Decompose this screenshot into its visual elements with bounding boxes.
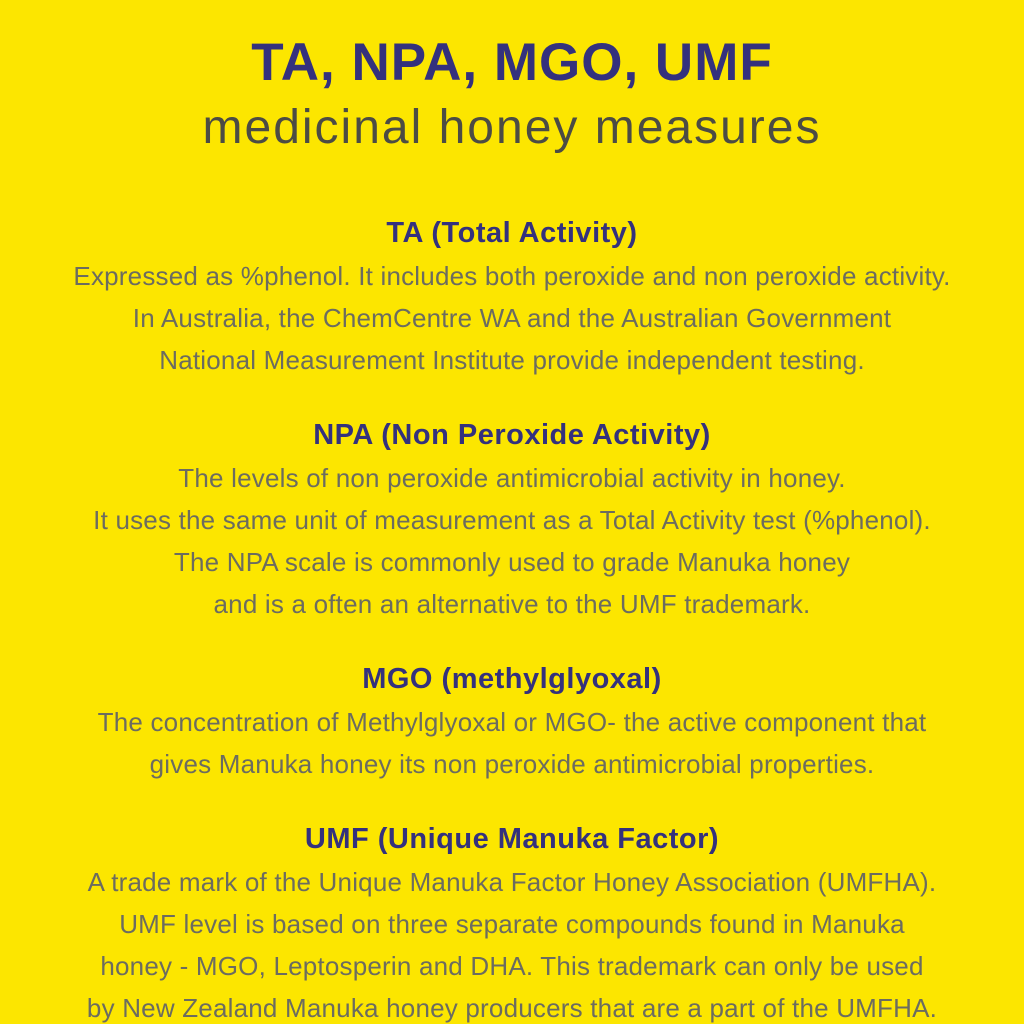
body-line: The concentration of Methylglyoxal or MGO- the active component that	[97, 707, 927, 738]
body-line: National Measurement Institute provide independent testing.	[159, 345, 865, 376]
body-line: It uses the same unit of measurement as a Total Activity test (%phenol).	[93, 505, 931, 536]
body-line: gives Manuka honey its non peroxide antimicrobial properties.	[149, 749, 875, 780]
section-heading-npa: NPA (Non Peroxide Activity)	[313, 419, 711, 452]
body-line: by New Zealand Manuka honey producers that are a part of the UMFHA.	[86, 993, 938, 1024]
section-umf	[22, 823, 1002, 1024]
page-title: TA, NPA, MGO, UMF	[251, 33, 773, 92]
body-line: In Australia, the ChemCentre WA and the Australian Government	[132, 303, 892, 334]
body-line: Expressed as %phenol. It includes both peroxide and non peroxide activity.	[73, 261, 951, 292]
section-heading-ta: TA (Total Activity)	[386, 217, 638, 250]
page-subtitle: medicinal honey measures	[202, 101, 822, 155]
body-line: and is a often an alternative to the UMF trademark.	[213, 589, 811, 620]
body-line: A trade mark of the Unique Manuka Factor Honey Association (UMFHA).	[87, 867, 937, 898]
section-heading-mgo: MGO (methylglyoxal)	[362, 663, 662, 696]
body-line: The NPA scale is commonly used to grade Manuka honey	[173, 547, 851, 578]
body-line: The levels of non peroxide antimicrobial activity in honey.	[178, 463, 846, 494]
body-line: UMF level is based on three separate compounds found in Manuka	[119, 909, 905, 940]
section-heading-umf: UMF (Unique Manuka Factor)	[304, 823, 720, 856]
section-npa	[22, 419, 1002, 625]
section-ta	[22, 217, 1002, 381]
body-line: honey - MGO, Leptosperin and DHA. This trademark can only be used	[100, 951, 924, 982]
section-mgo	[22, 663, 1002, 785]
